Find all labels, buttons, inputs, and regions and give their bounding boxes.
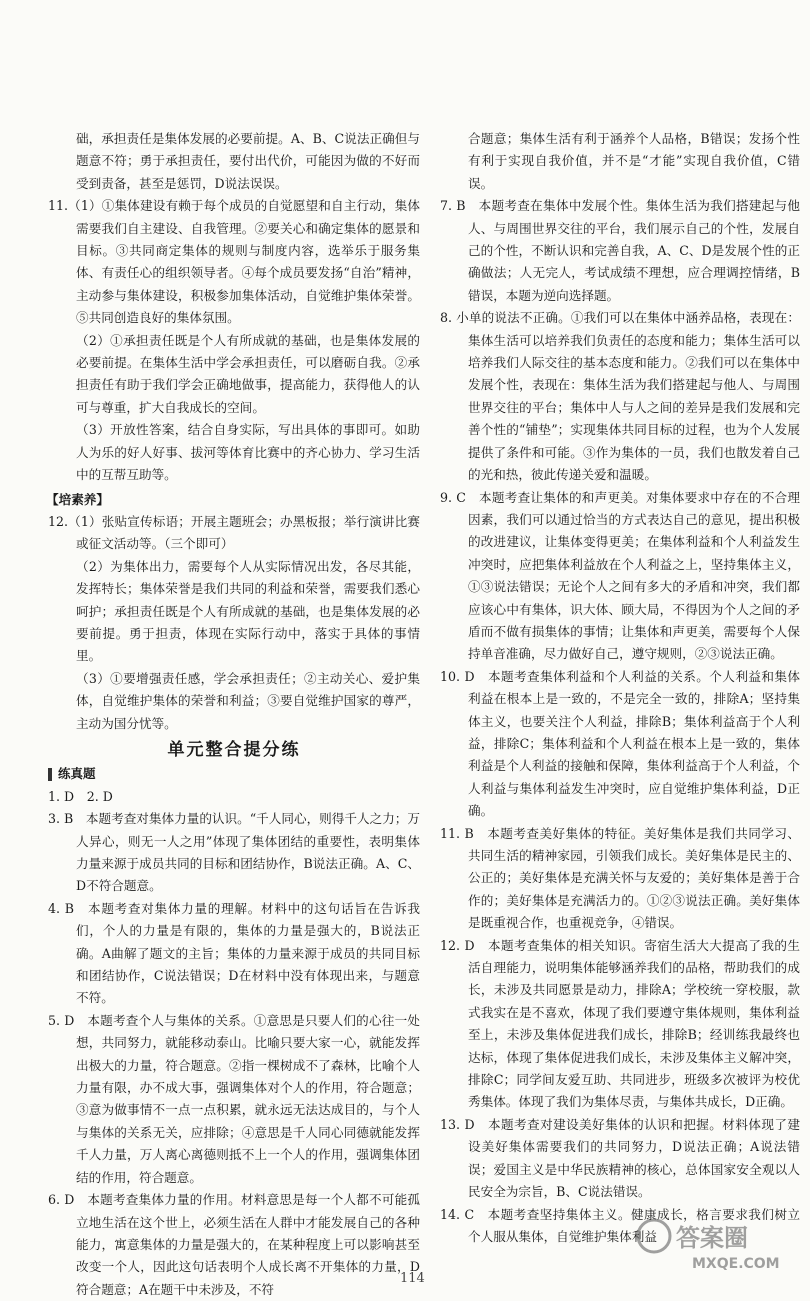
- watermark-logo: [632, 1210, 802, 1274]
- answer-paragraph: （3）开放性答案，结合自身实际，写出具体的事即可。如助人为乐的好人好事、拔河等体育比赛中的齐心协力、学习生活中的互帮互助等。: [76, 422, 420, 483]
- answer-item: 8. 小单的说法不正确。①我们可以在集体中涵养品格，表现在：集体生活可以培养我们负责任的态度和能力；集体生活可以培养我们人际交往的基本态度和能力。②我们可以在集体中发展个性，表现在：集体生活为我们搭建起与他人、与周围世界交往的平台；集体中人与人之间的差异是我们发展和完善个性的“铺垫”；实现集体共同目标的过程，也为个人发展提供了条件和可能。③作为集体的一员，我们也散发着自己的光和热，彼此传递关爱和温暖。: [440, 310, 800, 483]
- page-number: 114: [400, 1271, 425, 1286]
- answer-item: 3. B 本题考查对集体力量的认识。“千人同心，则得千人之力；万人异心，则无一人之用”体现了集体团结的重要性，表明集体力量来源于成员共同的目标和团结协作，B说法正确。A、C、D不符合题意。: [48, 811, 420, 894]
- heading-bar-icon: [48, 768, 52, 781]
- answer-item: 6. D 本题考查集体力量的作用。材料意思是每一个人都不可能孤立地生活在这个世上，必须生活在人群中才能发展自己的各种能力，寓意集体的力量是强大的，在某种程度上可以影响甚至改变一个人，因此这句话表明个人成长离不开集体的力量，D符合题意；A在题干中未涉及，不符: [48, 1192, 420, 1297]
- answer-item: 5. D 本题考查个人与集体的关系。①意思是只要人们的心往一处想，共同努力，就能移动泰山。比喻只要大家一心，就能发挥出极大的力量，符合题意。②指一棵树成不了森林，比喻个人力量有限，办不成大事，强调集体对个人的作用，符合题意；③意为做事情不一点一点积累，就永远无法达成目的，与个人与集体的关系无关，应排除；④意思是千人同心同德就能发挥千人力量，万人离心离德则抵不上一个人的作用，强调集体团结的作用，符合题意。: [48, 1012, 420, 1185]
- answer-item: 9. C 本题考查让集体的和声更美。对集体要求中存在的不合理因素，我们可以通过恰当的方式表达自己的意见，提出积极的改进建议，让集体变得更美；在集体利益和个人利益发生冲突时，应把集体利益放在个人利益之上，坚持集体主义，①③说法错误；无论个人之间有多大的矛盾和冲突，我们都应该心中有集体，识大体、顾大局，不得因为个人之间的矛盾而不做有损集体的事情；让集体和声更美，需要每个人保持单音准确，尽力做好自己，遵守规则，②③说法正确。: [440, 489, 800, 662]
- answer-item: 4. B 本题考查对集体力量的理解。材料中的这句话旨在告诉我们，个人的力量是有限的，集体的力量是强大的，B说法正确。A曲解了题文的主旨；集体的力量来源于成员的共同目标和团结协作，C说法错误；D在材料中没有体现出来，与题意不符。: [48, 900, 420, 1006]
- subsection-heading-text: 练真题: [58, 766, 96, 782]
- watermark-text: 答案圈: [676, 1224, 748, 1252]
- right-column: [440, 128, 800, 1248]
- answer-item: 12. D 本题考查集体的相关知识。寄宿生活大大提高了我的生活自理能力，说明集体能够涵养我们的品格，帮助我们的成长，未涉及共同愿景是动力，排除A；学校统一穿校服，款式我实在是不喜欢，体现了我们要遵守集体规则，集体利益至上，未涉及集体促进我们成长，排除B；经训练我最终也达标，体现了集体促进我们成长，未涉及集体主义解冲突，排除C；同学间友爱互助、共同进步，班级多次被评为校优秀集体。体现了我们为集体尽责，与集体共成长，D正确。: [440, 937, 800, 1110]
- section-title: 单元整合提分练: [167, 739, 301, 760]
- answer-item: 11.（1）①集体建设有赖于每个成员的自觉愿望和自主行动，集体需要我们自主建设、自我管理。②要关心和确定集体的愿景和目标。③共同商定集体的规则与制度内容，选举乐于服务集体、有责任心的组织领导者。④每个成员要发扬“自治”精神，主动参与集体建设，积极参加集体活动，自觉维护集体荣誉。⑤共同创造良好的集体氛围。: [48, 198, 420, 326]
- answer-item: 7. B 本题考查在集体中发展个性。集体生活为我们搭建起与他人、与周围世界交往的平台，我们展示自己的个性，发展自己的个性，不断认识和完善自我，A、C、D是发展个性的正确做法；人无完人，考试成绩不理想，应合理调控情绪，B错误，本题为逆向选择题。: [440, 198, 800, 303]
- answer-item: 12.（1）张贴宣传标语；开展主题班会；办黑板报；举行演讲比赛或征文活动等。（三个即可）: [48, 513, 420, 552]
- answer-item: 13. D 本题考查对建设美好集体的认识和把握。材料体现了建设美好集体需要我们的共同努力，D说法正确；A说法错误；爱国主义是中华民族精神的核心，总体国家安全观以人民安全为宗旨，B、C说法错误。: [440, 1116, 800, 1200]
- left-column: [48, 128, 420, 1301]
- answer-paragraph: （3）①要增强责任感，学会承担责任；②主动关心、爱护集体，自觉维护集体的荣誉和利益；③要自觉维护国家的尊严，主动为国分忧等。: [76, 670, 420, 731]
- answer-item: 11. B 本题考查美好集体的特征。美好集体是我们共同学习、共同生活的精神家园，引领我们成长。美好集体是民主的、公正的；美好集体是充满关怀与友爱的；美好集体是善于合作的；美好集体是充满活力的。①②③说法正确。美好集体是既重视合作，也重视竞争，④错误。: [440, 825, 800, 931]
- answer-paragraph: （2）为集体出力，需要每个人从实际情况出发，各尽其能，发挥特长；集体荣誉是我们共同的利益和荣誉，需要我们悉心呵护；承担责任既是个人有所成就的基础，也是集体发展的必要前提。勇于担责，体现在实际行动中，落实于具体的事情里。: [76, 558, 420, 664]
- answer-paragraph: （2）①承担责任既是个人有所成就的基础，也是集体发展的必要前提。在集体生活中学会承担责任，可以磨砺自我。②承担责任有助于我们学会正确地做事，提高能力，获得他人的认可与尊重，扩大自我成长的空间。: [76, 332, 420, 415]
- answer-item: 10. D 本题考查集体利益和个人利益的关系。个人利益和集体利益在根本上是一致的，不是完全一致的，排除A；坚持集体主义，也要关注个人利益，排除B；集体利益高于个人利益，排除C；集体利益和个人利益在根本上是一致的，集体利益是个人利益的接触和保障，集体利益高于个人利益，个人利益与集体利益发生冲突时，应自觉维护集体利益，D正确。: [440, 668, 800, 819]
- subsection-heading: [48, 763, 420, 785]
- answer-paragraph: 础，承担责任是集体发展的必要前提。A、B、C说法正确但与题意不符；勇于承担责任，要付出代价，可能因为做的不好而受到责备，甚至是惩罚，D说法误误。: [76, 131, 420, 191]
- answer-paragraph: 1. D 2. D: [48, 788, 113, 804]
- watermark-sub: MXQE.COM: [692, 1256, 780, 1272]
- section-label: 【培素养】: [46, 491, 109, 507]
- answer-item: 14. C 本题考查坚持集体主义。健康成长，格言要求我们树立个人服从集体，自觉维护集体利益: [440, 1206, 800, 1244]
- answer-paragraph: 合题意；集体生活有利于涵养个人品格，B错误；发扬个性有利于实现自我价值，并不是“才能”实现自我价值，C错误。: [468, 131, 800, 191]
